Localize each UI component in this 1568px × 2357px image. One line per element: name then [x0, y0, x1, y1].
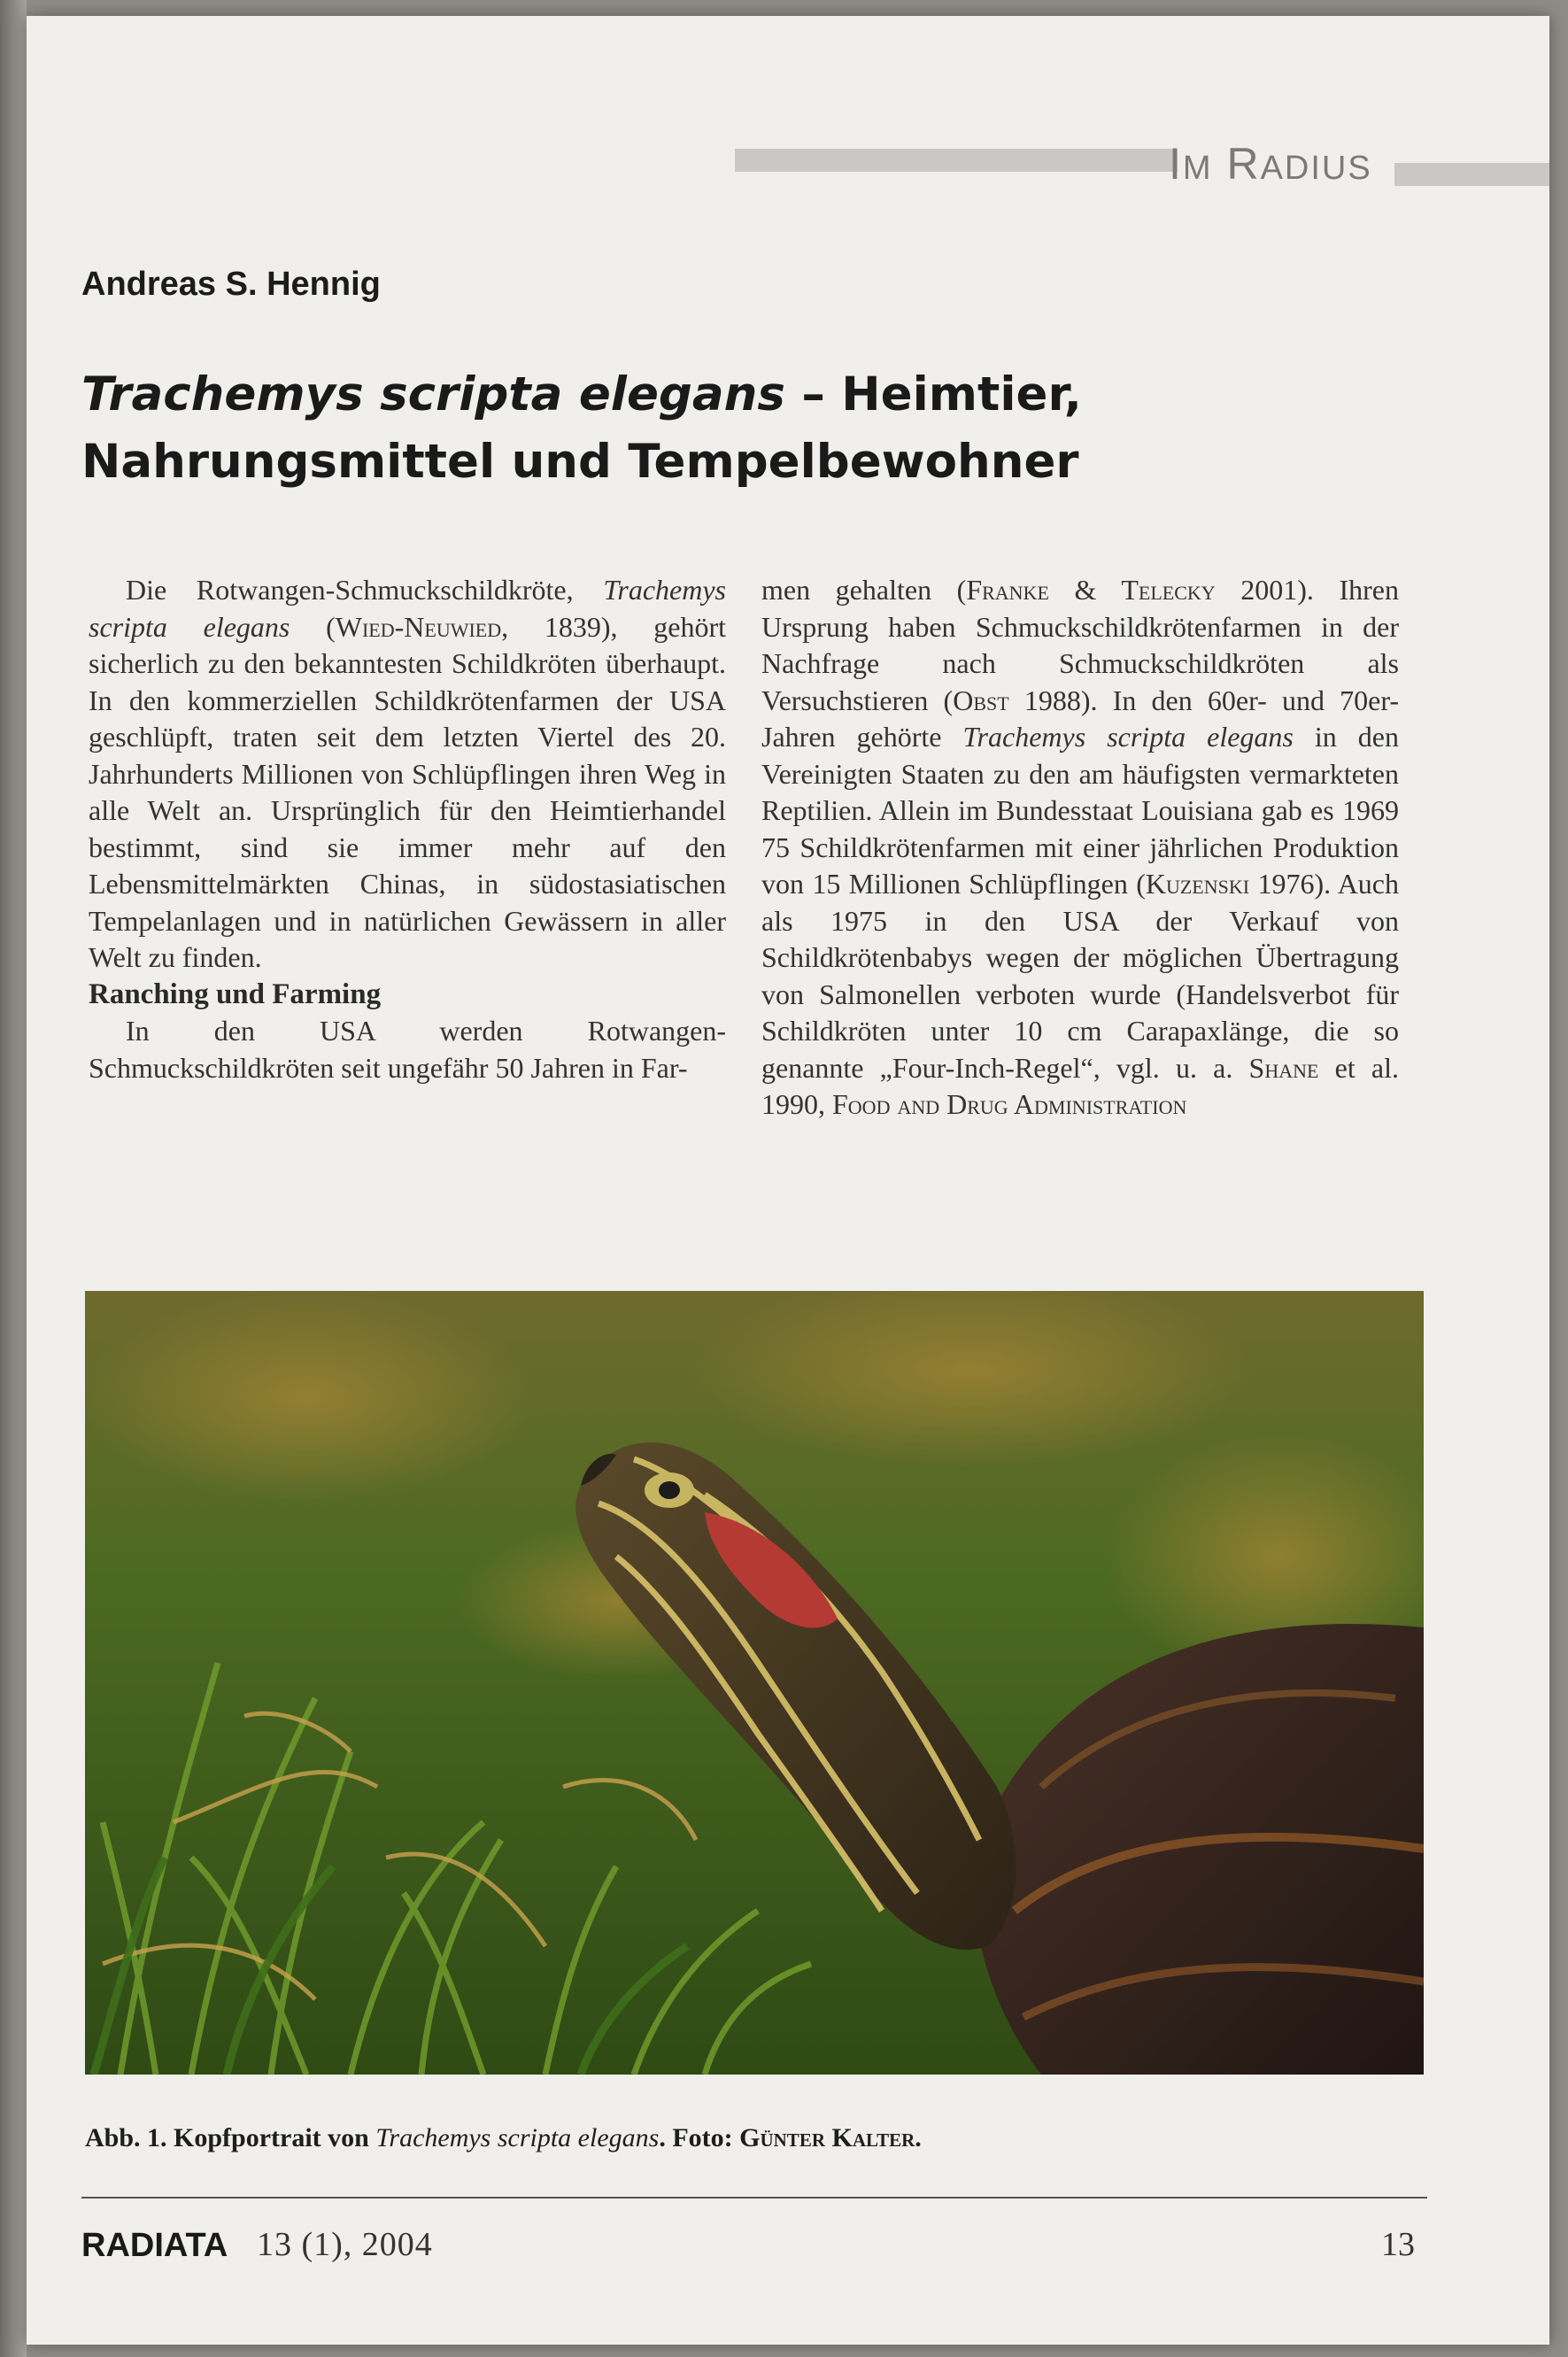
article-author: Andreas S. Hennig [81, 266, 381, 303]
citation: Shane [1248, 1051, 1319, 1084]
title-species: Trachemys scripta elegans [81, 367, 785, 421]
species-name: Trachemys scripta elegans [962, 721, 1294, 753]
page-number: 13 [1381, 2226, 1415, 2263]
species-name: Trachemys scripta elegans [89, 574, 726, 643]
header-rule-left [735, 149, 1178, 172]
turtle-illustration [85, 1291, 1424, 2075]
footer-rule [81, 2197, 1427, 2199]
citation: Kuzenski [1145, 868, 1250, 900]
title-text: – Heimtier, Nahrungsmittel und Tempelbewohner [81, 367, 1082, 489]
page-gutter-shadow [0, 0, 27, 2357]
article-title [81, 361, 1232, 496]
citation: Wied-Neuwied [335, 610, 502, 643]
paragraph-intro: Die Rotwangen-Schmuckschildkröte, Trachemys scripta elegans (Wied-Neuwied, 1839), gehört sicherlich zu den bekanntesten Schildkröten überhaupt. In den kommerziellen Schildkrötenfarmen der USA geschlüpft, traten seit dem letzten Viertel des 20. Jahrhunderts Millionen von Schlüpflingen ihren Weg in alle Welt an. Ursprünglich für den Heimtierhandel bestimmt, sind sie immer mehr auf den Lebensmittelmärkten Chinas, in südostasiatischen Tempelanlagen und in natürlichen Gewässern in aller Welt zu finden. [89, 574, 727, 973]
journal-name: RADIATA [81, 2227, 228, 2264]
turtle-photo [85, 1291, 1424, 2075]
subheading: Ranching und Farming [89, 978, 382, 1010]
journal-volume: 13 (1), 2004 [257, 2226, 433, 2263]
figure-caption: Abb. 1. Kopfportrait von Trachemys scripta elegans. Foto: Günter Kalter. [85, 2123, 922, 2152]
paragraph-continued: men gehalten (Franke & Telecky 2001). Ihren Ursprung haben Schmuckschildkrötenfarmen in der Nachfrage nach Schmuckschildkröten als Versuchstieren (Obst 1988). In den 60er- und 70er-Jahren gehörte Trachemys scripta elegans in den Vereinigten Staaten zu den am häufigsten vermarkteten Reptilien. Allein im Bundesstaat Louisiana gab es 1969 75 Schildkrötenfarmen mit einer jährlichen Produktion von 15 Millionen Schlüpflingen (Kuzenski 1976). Auch als 1975 in den USA der Verkauf von Schildkrötenbabys wegen der möglichen Übertragung von Salmonellen verboten wurde (Handelsverbot für Schildkröten unter 10 cm Carapaxlänge, die so genannte „Four-Inch-Regel“, vgl. u. a. Shane et al. 1990, Food and Drug Administration [761, 574, 1400, 1120]
section-label: IM RADIUS [1169, 139, 1372, 189]
citation: Obst [953, 684, 1009, 716]
paragraph-farming: In den USA werden Rotwangen-Schmuckschildkröten seit ungefähr 50 Jahren in Far- [89, 1015, 726, 1084]
magazine-page [27, 16, 1549, 2345]
text-column-right [761, 572, 1399, 1124]
caption-species: Trachemys scripta elegans [375, 2123, 660, 2152]
citation: Franke & Telecky [966, 574, 1216, 606]
text-column-left [89, 572, 726, 1086]
citation: Food and Drug Administration [832, 1088, 1187, 1120]
header-rule-right [1394, 163, 1549, 186]
photo-credit: Günter Kalter [739, 2123, 915, 2152]
